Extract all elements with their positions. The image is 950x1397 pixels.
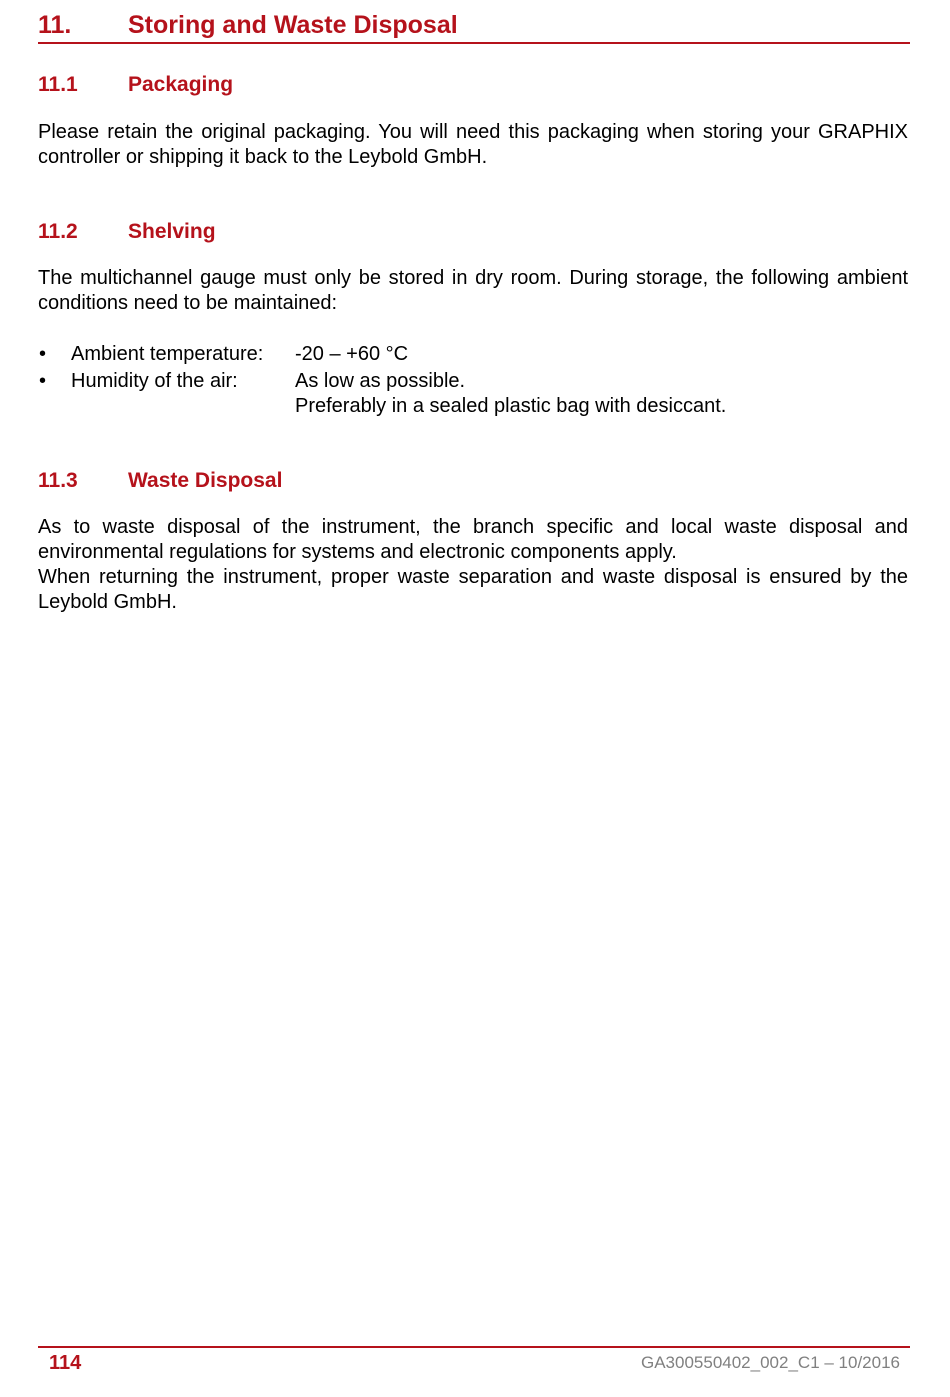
bullet-icon: • bbox=[39, 343, 47, 365]
section-title: Packaging bbox=[128, 73, 234, 96]
section-title: Waste Disposal bbox=[128, 469, 283, 492]
section-number: 11.3 bbox=[38, 469, 78, 492]
bullet-value-continuation: Preferably in a sealed plastic bag with desiccant. bbox=[295, 395, 727, 417]
waste-disposal-paragraph-1: As to waste disposal of the instrument, the branch specific and local waste disposal and environmental regulations for systems and electronic components apply. bbox=[38, 516, 908, 563]
waste-disposal-paragraph-2: When returning the instrument, proper waste separation and waste disposal is ensured by the Leybold GmbH. bbox=[38, 566, 908, 613]
section-number: 11.1 bbox=[38, 73, 78, 96]
chapter-heading bbox=[38, 8, 910, 44]
document-id: GA300550402_002_C1 – 10/2016 bbox=[640, 1353, 900, 1372]
packaging-paragraph: Please retain the original packaging. You will need this packaging when storing your GRAPHIX controller or shipping it back to the Leybold GmbH. bbox=[38, 121, 908, 168]
chapter-number: 11. bbox=[38, 11, 72, 39]
bullet-value: As low as possible. bbox=[295, 370, 466, 392]
bullet-label: Ambient temperature: bbox=[71, 343, 264, 365]
page-number: 114 bbox=[49, 1352, 82, 1374]
footer-divider bbox=[38, 1346, 910, 1348]
bullet-label: Humidity of the air: bbox=[71, 370, 238, 392]
bullet-icon: • bbox=[39, 370, 47, 392]
section-number: 11.2 bbox=[38, 220, 78, 243]
chapter-title: Storing and Waste Disposal bbox=[128, 11, 458, 39]
section-title: Shelving bbox=[128, 220, 216, 243]
shelving-paragraph: The multichannel gauge must only be stored in dry room. During storage, the following ambient conditions need to be maintained: bbox=[38, 267, 908, 314]
bullet-value: -20 – +60 °C bbox=[295, 343, 409, 365]
